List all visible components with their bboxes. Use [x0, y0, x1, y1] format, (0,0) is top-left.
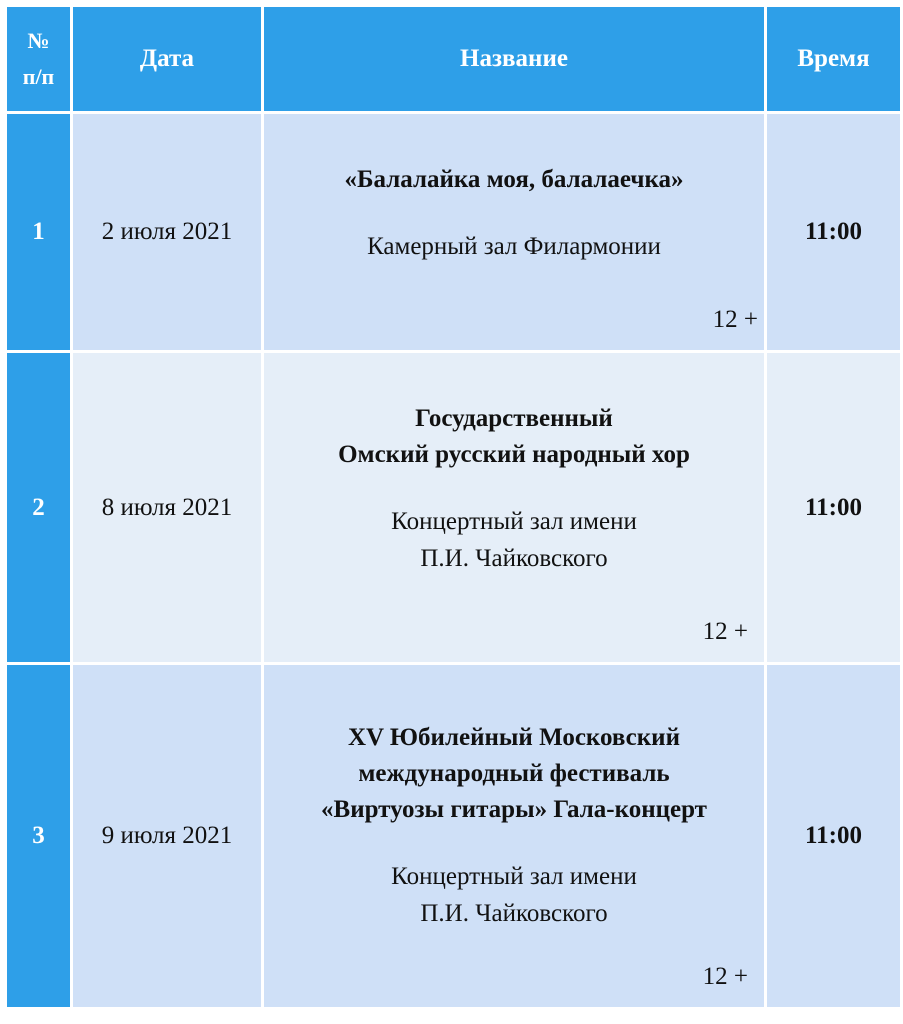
- event-venue-line: Камерный зал Филармонии: [367, 232, 661, 260]
- event-date: 2 июля 2021: [73, 114, 261, 350]
- time-column-header: Время: [767, 7, 900, 111]
- number-header-line-1: №: [27, 28, 50, 53]
- event-title: [264, 720, 764, 828]
- event-venue: [264, 858, 764, 932]
- event-venue-line: П.И. Чайковского: [420, 544, 608, 572]
- event-name-cell: [264, 353, 764, 662]
- table-row: [7, 114, 900, 350]
- table-header-row: [7, 7, 900, 111]
- number-column-header: [7, 7, 70, 111]
- event-title-line: международный фестиваль: [358, 760, 670, 787]
- age-rating: 12 +: [712, 306, 758, 333]
- event-title-line: «Балалайка моя, балалаечка»: [344, 165, 684, 193]
- event-name-cell: [264, 114, 764, 350]
- event-venue: [264, 503, 764, 577]
- event-title: [264, 162, 764, 198]
- row-number: 1: [7, 114, 70, 350]
- event-title-line: «Виртуозы гитары» Гала-концерт: [321, 796, 707, 823]
- event-title-line: XV Юбилейный Московский: [348, 724, 680, 751]
- event-venue: [264, 228, 764, 265]
- event-venue-line: П.И. Чайковского: [420, 900, 608, 927]
- event-time: 11:00: [767, 665, 900, 1007]
- event-time: 11:00: [767, 114, 900, 350]
- event-title-line: Омский русский народный хор: [338, 440, 690, 468]
- event-title: [264, 401, 764, 473]
- age-rating: 12 +: [702, 618, 748, 645]
- row-number: 2: [7, 353, 70, 662]
- table-row: [7, 665, 900, 1007]
- event-venue-line: Концертный зал имени: [391, 863, 637, 890]
- event-date: 8 июля 2021: [73, 353, 261, 662]
- name-column-header: Название: [264, 7, 764, 111]
- event-time: 11:00: [767, 353, 900, 662]
- number-header-line-2: п/п: [22, 64, 55, 89]
- age-rating: 12 +: [702, 963, 748, 990]
- concert-schedule-table: [4, 4, 903, 1010]
- table-row: [7, 353, 900, 662]
- event-name-cell: [264, 665, 764, 1007]
- row-number: 3: [7, 665, 70, 1007]
- event-title-line: Государственный: [415, 404, 613, 432]
- event-date: 9 июля 2021: [73, 665, 261, 1007]
- event-venue-line: Концертный зал имени: [391, 507, 637, 535]
- date-column-header: Дата: [73, 7, 261, 111]
